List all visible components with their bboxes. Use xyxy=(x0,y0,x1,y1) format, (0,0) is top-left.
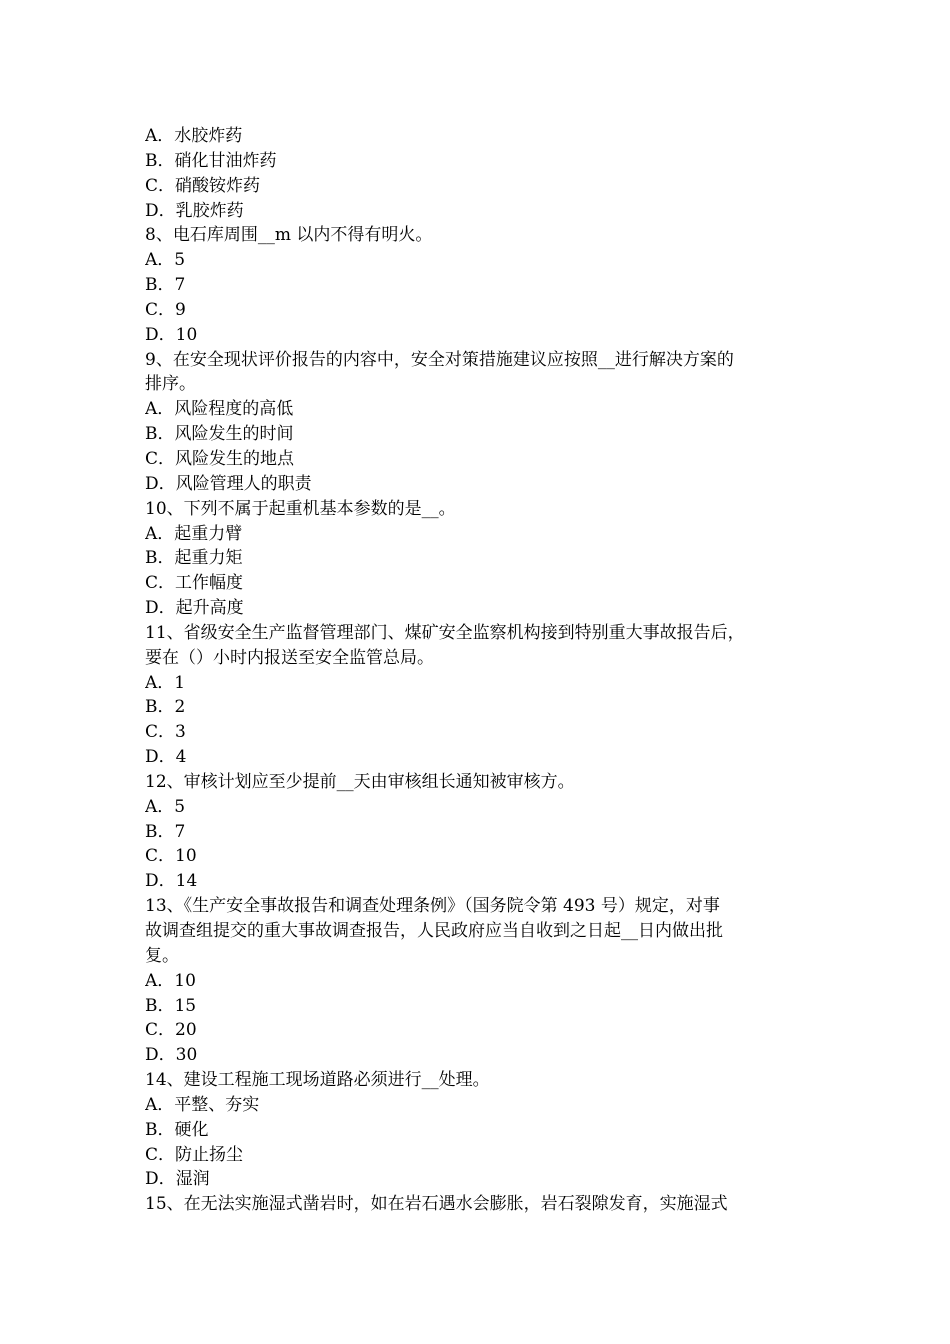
question-12 xyxy=(145,770,813,894)
option-line: D．乳胶炸药 xyxy=(145,200,244,221)
question-text-continued: 故调查组提交的重大事故调查报告，人民政府应当自收到之日起__日内做出批 xyxy=(145,921,723,941)
option-line: A．风险程度的高低 xyxy=(145,399,294,420)
option-line: B．7 xyxy=(145,821,186,842)
question-text: 15、在无法实施湿式凿岩时，如在岩石遇水会膨胀，岩石裂隙发育，实施湿式 xyxy=(145,1194,728,1215)
question-11 xyxy=(145,621,813,770)
option-line: A．5 xyxy=(145,796,186,817)
question-text: 11、省级安全生产监督管理部门、煤矿安全监察机构接到特别重大事故报告后， xyxy=(145,622,745,643)
option-line: B．硝化甘油炸药 xyxy=(145,150,277,171)
option-line: B．7 xyxy=(145,275,186,296)
option-line: C．20 xyxy=(145,1020,197,1041)
option-line: C．工作幅度 xyxy=(145,573,244,594)
question-8 xyxy=(145,223,813,347)
question-15 xyxy=(145,1192,813,1217)
option-line: C．风险发生的地点 xyxy=(145,448,295,469)
option-line: D．30 xyxy=(145,1045,198,1066)
question-text-continued: 排序。 xyxy=(145,374,196,395)
question-text: 12、审核计划应至少提前__天由审核组长通知被审核方。 xyxy=(145,771,575,792)
question-14 xyxy=(145,1068,813,1192)
question-9 xyxy=(145,348,813,497)
option-line: C．硝酸铵炸药 xyxy=(145,175,261,196)
option-line: D．起升高度 xyxy=(145,598,244,619)
question-text-continued: 复。 xyxy=(145,945,179,966)
question-text-continued: 要在（）小时内报送至安全监管总局。 xyxy=(145,647,434,668)
option-line: D．10 xyxy=(145,324,198,345)
document-body xyxy=(145,124,813,1217)
option-line: C．9 xyxy=(145,299,186,320)
option-line: D．4 xyxy=(145,747,187,768)
question-text: 14、建设工程施工现场道路必须进行__处理。 xyxy=(145,1070,490,1091)
question-13 xyxy=(145,894,813,1068)
option-line: C．防止扬尘 xyxy=(145,1144,244,1165)
option-line: B．风险发生的时间 xyxy=(145,424,294,445)
question-7-options xyxy=(145,124,813,223)
question-10 xyxy=(145,497,813,621)
option-line: B．硬化 xyxy=(145,1119,209,1140)
option-line: A．5 xyxy=(145,250,186,271)
option-line: A．起重力臂 xyxy=(145,523,243,544)
option-line: B．15 xyxy=(145,995,197,1016)
option-line: C．3 xyxy=(145,722,186,743)
option-line: A．水胶炸药 xyxy=(145,126,243,146)
option-line: B．2 xyxy=(145,697,186,718)
option-line: A．1 xyxy=(145,672,186,693)
option-line: B．起重力矩 xyxy=(145,548,243,569)
option-line: D．湿润 xyxy=(145,1169,210,1190)
option-line: A．平整、夯实 xyxy=(145,1094,260,1115)
option-line: A．10 xyxy=(145,970,196,991)
question-text: 13、《生产安全事故报告和调查处理条例》（国务院令第 493 号）规定，对事 xyxy=(145,896,720,917)
question-text: 9、在安全现状评价报告的内容中，安全对策措施建议应按照__进行解决方案的 xyxy=(145,349,734,370)
option-line: D．14 xyxy=(145,871,198,892)
question-text: 8、电石库周围__m 以内不得有明火。 xyxy=(145,225,433,246)
question-text: 10、下列不属于起重机基本参数的是__。 xyxy=(145,498,456,519)
option-line: C．10 xyxy=(145,846,197,867)
option-line: D．风险管理人的职责 xyxy=(145,473,312,494)
